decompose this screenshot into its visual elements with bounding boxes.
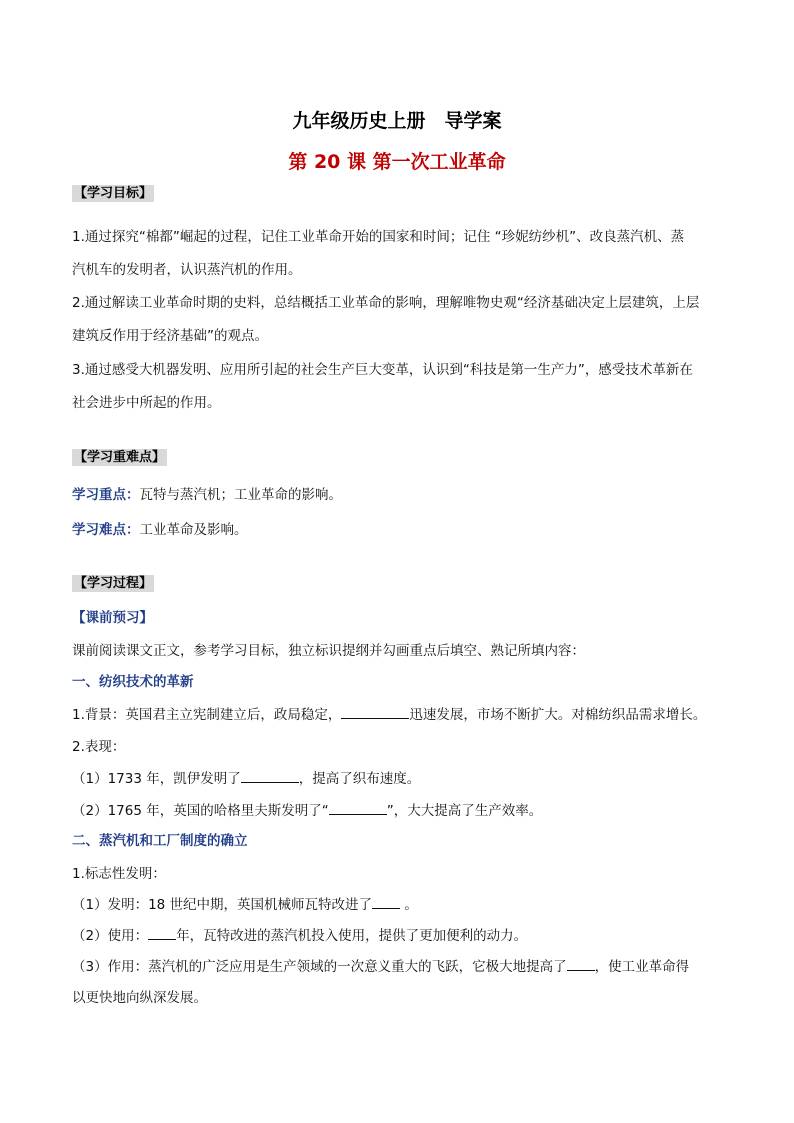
- use-text-b: 年，瓦特改进的蒸汽机投入使用，提供了更加便利的动力。: [176, 928, 528, 944]
- difficulty-line: [72, 518, 248, 538]
- objective-line-5: 3.通过感受大机器发明、应用所引起的社会生产巨大变革，认识到“科技是第一生产力”，感受技术革新在: [72, 362, 693, 378]
- use-line: [72, 924, 527, 944]
- effect-line: [72, 955, 689, 975]
- difficulty-text: 工业革命及影响。: [139, 522, 248, 538]
- use-text-a: （2）使用：: [72, 928, 149, 944]
- focus-text: 瓦特与蒸汽机；工业革命的影响。: [139, 487, 342, 503]
- focus-line: [72, 483, 342, 503]
- invent-text-a: （1）发明：18 世纪中期，英国机械师瓦特改进了: [72, 897, 373, 913]
- section2-sub: 1.标志性发明：: [72, 866, 166, 882]
- invent-text-b: 。: [400, 897, 418, 913]
- objective-line-2: 汽机车的发明者，认识蒸汽机的作用。: [72, 262, 302, 278]
- background-text-b: 迅速发展，市场不断扩大。对棉纺织品需求增长。: [409, 707, 707, 723]
- item2-open-quote: “: [321, 803, 329, 819]
- blank-steam-engine[interactable]: [372, 895, 400, 909]
- item2-text-a: （2）1765 年，英国的哈格里夫斯发明了: [72, 803, 322, 819]
- blank-flying-shuttle[interactable]: [241, 769, 299, 783]
- objective-line-6: 社会进步中所起的作用。: [72, 395, 221, 411]
- objectives-tag: 【学习目标】: [74, 186, 153, 201]
- effect-line-2: 以更快地向纵深发展。: [72, 990, 207, 1006]
- item2-line: [72, 799, 542, 819]
- item1-text-a: （1）1733 年，凯伊发明了: [72, 771, 241, 787]
- item2-close-quote: ”: [386, 803, 394, 819]
- objective-line-4: 建筑反作用于经济基础”的观点。: [72, 328, 268, 344]
- lesson-title: 第 20 课 第一次工业革命: [288, 151, 506, 173]
- item1-text-b: ，提高了织布速度。: [298, 771, 421, 787]
- blank-spinning-jenny[interactable]: [329, 801, 387, 815]
- blank-productivity[interactable]: [567, 957, 595, 971]
- preview-instruction: 课前阅读课文正文，参考学习目标，独立标识提纲并勾画重点后填空、熟记所填内容：: [72, 643, 585, 659]
- background-line: [72, 703, 706, 723]
- blank-year[interactable]: [148, 926, 176, 940]
- item1-line: [72, 767, 420, 787]
- performance-line: 2.表现：: [72, 739, 126, 755]
- item2-text-b: ，大大提高了生产效率。: [393, 803, 543, 819]
- preview-heading: 【课前预习】: [72, 610, 153, 626]
- objective-line-3: 2.通过解读工业革命时期的史料，总结概括工业革命的影响，理解唯物史观“经济基础决定上层建筑，上层: [72, 295, 700, 311]
- process-tag: 【学习过程】: [74, 576, 153, 591]
- section2-heading: 二、蒸汽机和工厂制度的确立: [72, 833, 248, 849]
- key-points-tag: 【学习重难点】: [74, 450, 166, 465]
- invent-line: [72, 893, 418, 913]
- blank-economy[interactable]: [341, 705, 409, 719]
- focus-label: 学习重点：: [72, 487, 140, 503]
- objective-line-1: 1.通过探究“棉都”崛起的过程，记住工业革命开始的国家和时间；记住 “珍妮纺纱机”、改良蒸汽机、蒸: [72, 229, 685, 245]
- effect-text-b: ，使工业革命得: [594, 959, 690, 975]
- section1-heading: 一、纺织技术的革新: [72, 674, 194, 690]
- effect-text-a: （3）作用：蒸汽机的广泛应用是生产领域的一次意义重大的飞跃，它极大地提高了: [72, 959, 567, 975]
- document-title: 九年级历史上册 导学案: [292, 110, 502, 132]
- difficulty-label: 学习难点：: [72, 522, 140, 538]
- background-text-a: 1.背景：英国君主立宪制建立后，政局稳定，: [72, 707, 342, 723]
